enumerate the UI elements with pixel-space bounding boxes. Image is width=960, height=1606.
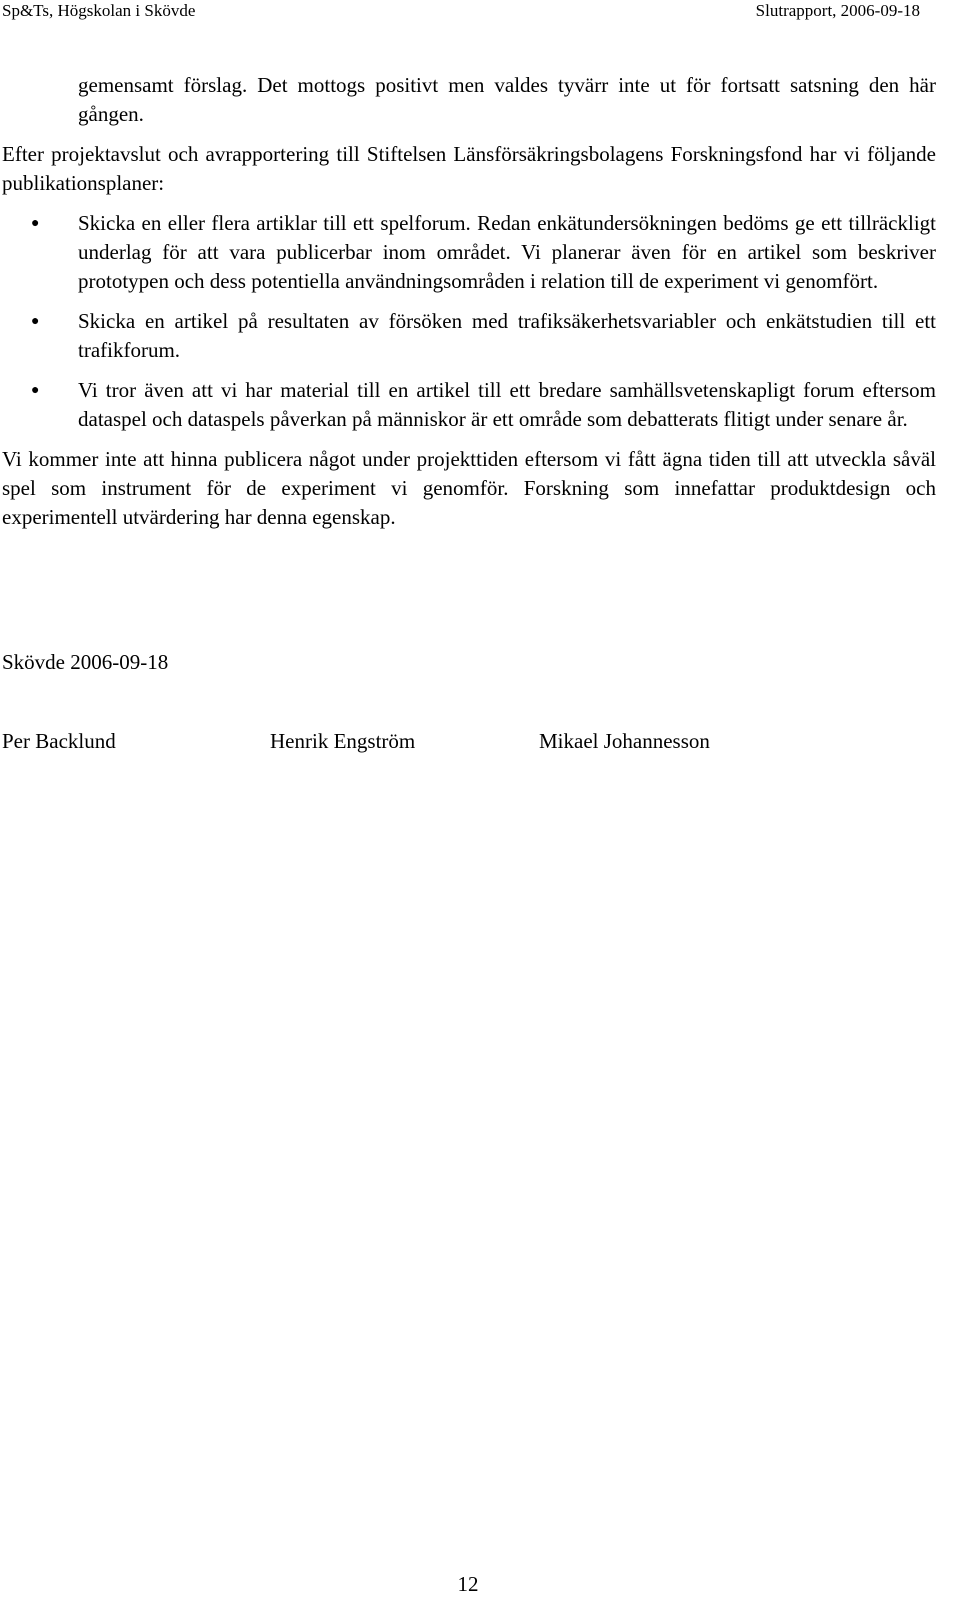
bullet-icon: ●	[31, 314, 40, 329]
signature-name: Mikael Johannesson	[539, 729, 710, 753]
list-item	[2, 307, 936, 365]
list-item-text: Vi tror även att vi har material till en artikel till ett bredare samhällsvetenskapligt forum eftersom dataspel och dataspels påverkan på människor är ett område som debatterats flitigt under senare år.	[78, 378, 936, 431]
bullet-icon: ●	[31, 216, 40, 231]
document-body	[2, 71, 936, 532]
continuation-paragraph: gemensamt förslag. Det mottogs positivt men valdes tyvärr inte ut för fortsatt satsning den här gången.	[78, 73, 936, 126]
page-header	[2, 0, 920, 26]
list-item	[2, 376, 936, 434]
list-item-text: Skicka en artikel på resultaten av försöken med trafiksäkerhetsvariabler och enkätstudien till ett trafikforum.	[78, 309, 936, 362]
list-item	[2, 209, 936, 296]
signature-name: Henrik Engström	[270, 729, 416, 753]
publication-plans-list	[2, 209, 936, 434]
list-item-text: Skicka en eller flera artiklar till ett spelforum. Redan enkätundersökningen bedöms ge ett tillräckligt underlag för att vara publicerbar inom området. Vi planerar även för en artikel som beskriver prototypen och dess potentiella användningsområden i relation till de experiment vi genomfört.	[78, 211, 936, 293]
bullet-icon: ●	[31, 383, 40, 398]
closing-paragraph: Vi kommer inte att hinna publicera något under projekttiden eftersom vi fått ägna tiden till att utveckla såväl spel som instrument för de experiment vi genomför. Forskning som innefattar produktdesign och experimentell utvärdering har denna egenskap.	[2, 447, 936, 529]
page-number: 12	[457, 1572, 479, 1596]
place-and-date: Skövde 2006-09-18	[2, 650, 169, 674]
header-institution: Sp&Ts, Högskolan i Skövde	[2, 1, 196, 20]
header-report-date: Slutrapport, 2006-09-18	[755, 1, 920, 20]
intro-paragraph: Efter projektavslut och avrapportering till Stiftelsen Länsförsäkringsbolagens Forskningsfond har vi följande publikationsplaner:	[2, 142, 936, 195]
signature-name: Per Backlund	[2, 729, 116, 753]
